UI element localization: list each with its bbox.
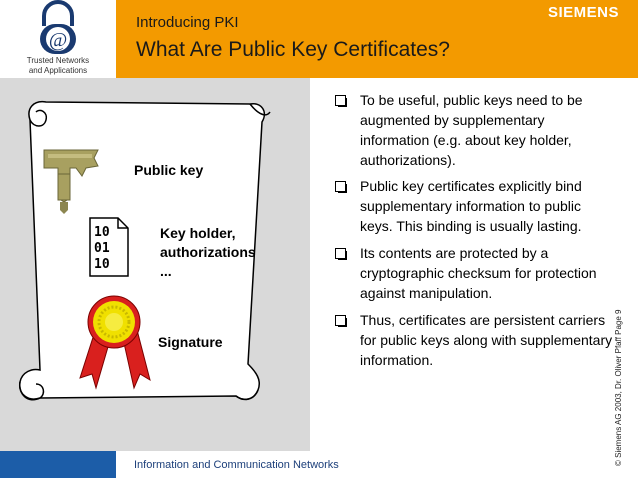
bullet-text: Public key certificates explicitly bind supplementary information to public keys. This binding is usually lasting. bbox=[360, 178, 582, 234]
footer-text: Information and Communication Networks bbox=[134, 459, 339, 471]
bullet-item bbox=[332, 176, 614, 236]
doc-line-3: 10 bbox=[94, 257, 110, 272]
tagline-line1: Trusted Networks bbox=[26, 56, 90, 65]
doc-line-1: 10 bbox=[94, 225, 110, 240]
tagline bbox=[0, 56, 116, 76]
bullet-text: Its contents are protected by a cryptographic checksum for protection against manipulation. bbox=[360, 245, 597, 301]
padlock-icon bbox=[0, 0, 116, 60]
checkbox-bullet-icon bbox=[335, 95, 346, 106]
copyright-notice: © Siemens AG 2003, Dr. Oliver Pfaff Page 9 bbox=[614, 309, 623, 466]
doc-line-2: 01 bbox=[94, 241, 110, 256]
slide-subtitle: Introducing PKI bbox=[136, 14, 239, 31]
brand-logo: SIEMENS bbox=[548, 4, 620, 21]
key-holder-line1: Key holder, bbox=[160, 225, 236, 241]
key-holder-label bbox=[160, 224, 256, 281]
bullet-list bbox=[332, 90, 614, 370]
tagline-line2: and Applications bbox=[28, 66, 88, 75]
bullet-text: To be useful, public keys need to be augmented by supplementary information (e.g. about key holder, authorizations). bbox=[360, 92, 583, 168]
checkbox-bullet-icon bbox=[335, 315, 346, 326]
key-holder-line3: ... bbox=[160, 263, 172, 279]
logo-symbol: @ bbox=[48, 29, 68, 51]
bullet-item bbox=[332, 90, 614, 170]
bullet-item bbox=[332, 310, 614, 370]
checkbox-bullet-icon bbox=[335, 181, 346, 192]
document-icon bbox=[90, 218, 128, 276]
bullet-text: Thus, certificates are persistent carriers for public keys along with supplementary information. bbox=[360, 312, 613, 368]
checkbox-bullet-icon bbox=[335, 248, 346, 259]
signature-label: Signature bbox=[158, 334, 223, 350]
certificate-scroll-illustration bbox=[0, 78, 310, 451]
bullet-item bbox=[332, 243, 614, 303]
key-holder-line2: authorizations bbox=[160, 244, 256, 260]
footer-accent bbox=[0, 451, 116, 478]
slide-title: What Are Public Key Certificates? bbox=[136, 38, 450, 61]
public-key-label: Public key bbox=[134, 162, 204, 178]
